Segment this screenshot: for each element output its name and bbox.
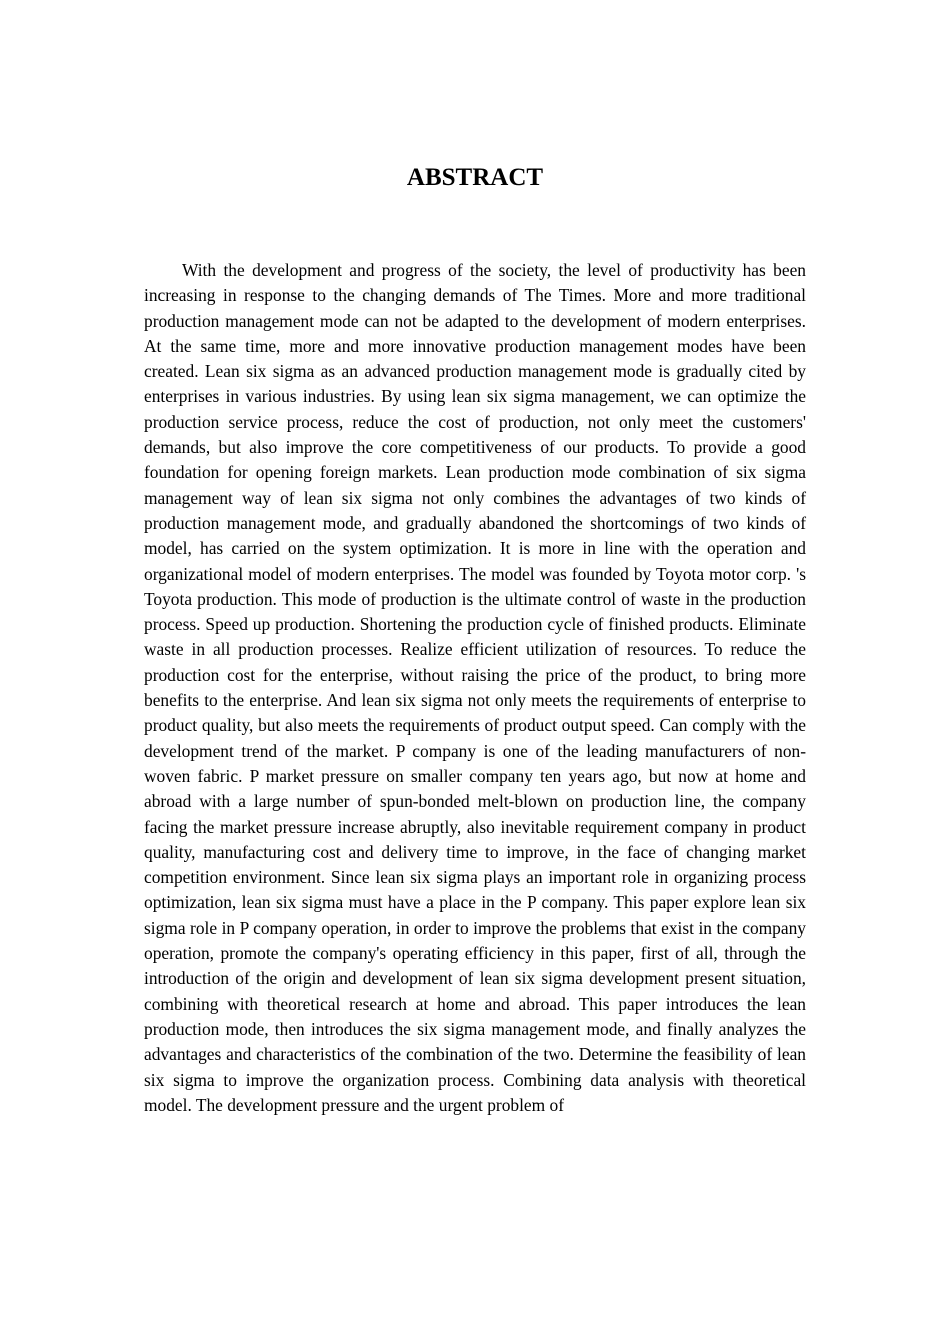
abstract-title: ABSTRACT xyxy=(406,164,544,191)
abstract-paragraph: With the development and progress of the society, the level of productivity has been increasing in response to the changing demands of The Times. More and more traditional production management mode can not be adapted to the development of modern enterprises. At the same time, more and more innovative production management modes have been created. Lean six sigma as an advanced production management mode is gradually cited by enterprises in various industries. By using lean six sigma management, we can optimize the production service process, reduce the cost of production, not only meet the customers' demands, but also improve the core competitiveness of our products. To provide a good foundation for opening foreign markets. Lean production mode combination of six sigma management way of lean six sigma not only combines the advantages of two kinds of production management mode, and gradually abandoned the shortcomings of two kinds of model, has carried on the system optimization. It is more in line with the operation and organizational model of modern enterprises. The model was founded by Toyota motor corp. 's Toyota production. This mode of production is the ultimate control of waste in the production process. Speed up production. Shortening the production cycle of finished products. Eliminate waste in all production processes. Realize efficient utilization of resources. To reduce the production cost for the enterprise, without raising the price of the product, to bring more benefits to the enterprise. And lean six sigma not only meets the requirements of enterprise to product quality, but also meets the requirements of product output speed. Can comply with the development trend of the market. P company is one of the leading manufacturers of non-woven fabric. P market pressure on smaller company ten years ago, but now at home and abroad with a large number of spun-bonded melt-blown on production line, the company facing the market pressure increase abruptly, also inevitable requirement company in product quality, manufacturing cost and delivery time to improve, in the face of changing market competition environment. Since lean six sigma plays an important role in organizing process optimization, lean six sigma must have a place in the P company. This paper explore lean six sigma role in P company operation, in order to improve the problems that exist in the company operation, promote the company's operating efficiency in this paper, first of all, through the introduction of the origin and development of lean six sigma development present situation, combining with theoretical research at home and abroad. This paper introduces the lean production mode, then introduces the six sigma management mode, and finally analyzes the advantages and characteristics of the combination of the two. Determine the feasibility of lean six sigma to improve the organization process. Combining data analysis with theoretical model. The development pressure and the urgent problem of xyxy=(144,260,806,1115)
